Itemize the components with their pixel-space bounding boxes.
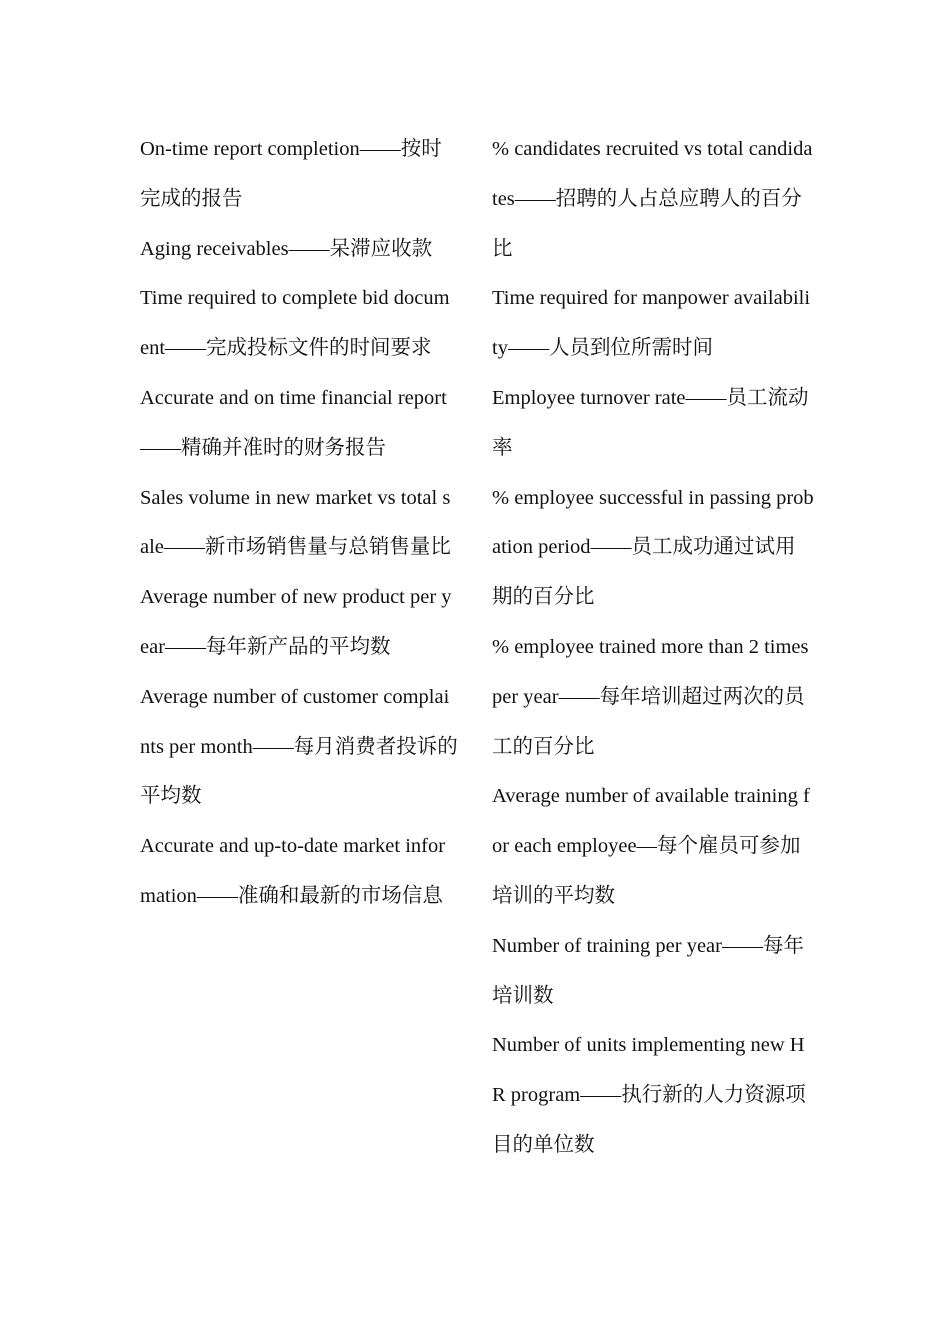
kpi-entry-training-per-year: Number of training per year——每年培训数 <box>492 934 804 1007</box>
kpi-entry-financial-report: Accurate and on time financial report——精确并准时的财务报告 <box>140 386 447 459</box>
kpi-entry-market-information: Accurate and up-to-date market information——准确和最新的市场信息 <box>140 835 446 907</box>
kpi-entry-on-time-report: On-time report completion——按时完成的报告 <box>140 138 442 210</box>
kpi-entry-trained-twice: % employee trained more than 2 times per year——每年培训超过两次的员工的百分比 <box>492 635 809 758</box>
kpi-entry-available-training: Average number of available training for each employee—每个雇员可参加培训的平均数 <box>492 785 810 907</box>
kpi-entry-customer-complaints: Average number of customer complaints per month——每月消费者投诉的平均数 <box>140 685 458 808</box>
kpi-entry-turnover-rate: Employee turnover rate——员工流动率 <box>492 386 809 459</box>
kpi-entry-aging-receivables: Aging receivables——呆滞应收款 <box>140 237 433 260</box>
kpi-entry-candidates-recruited: % candidates recruited vs total candidates——招聘的人占总应聘人的百分比 <box>492 138 813 260</box>
right-column <box>492 125 814 1171</box>
kpi-entry-bid-document-time: Time required to complete bid document——完成投标文件的时间要求 <box>140 287 450 360</box>
kpi-entry-hr-program-units: Number of units implementing new HR program——执行新的人力资源项目的单位数 <box>492 1034 806 1156</box>
kpi-entry-probation-pass: % employee successful in passing probation period——员工成功通过试用期的百分比 <box>492 486 814 609</box>
kpi-entry-manpower-availability: Time required for manpower availability——人员到位所需时间 <box>492 287 811 360</box>
kpi-entry-new-products: Average number of new product per year——每年新产品的平均数 <box>140 586 452 658</box>
left-column <box>140 125 458 922</box>
kpi-entry-new-market-sales: Sales volume in new market vs total sale——新市场销售量与总销售量比 <box>140 486 451 559</box>
